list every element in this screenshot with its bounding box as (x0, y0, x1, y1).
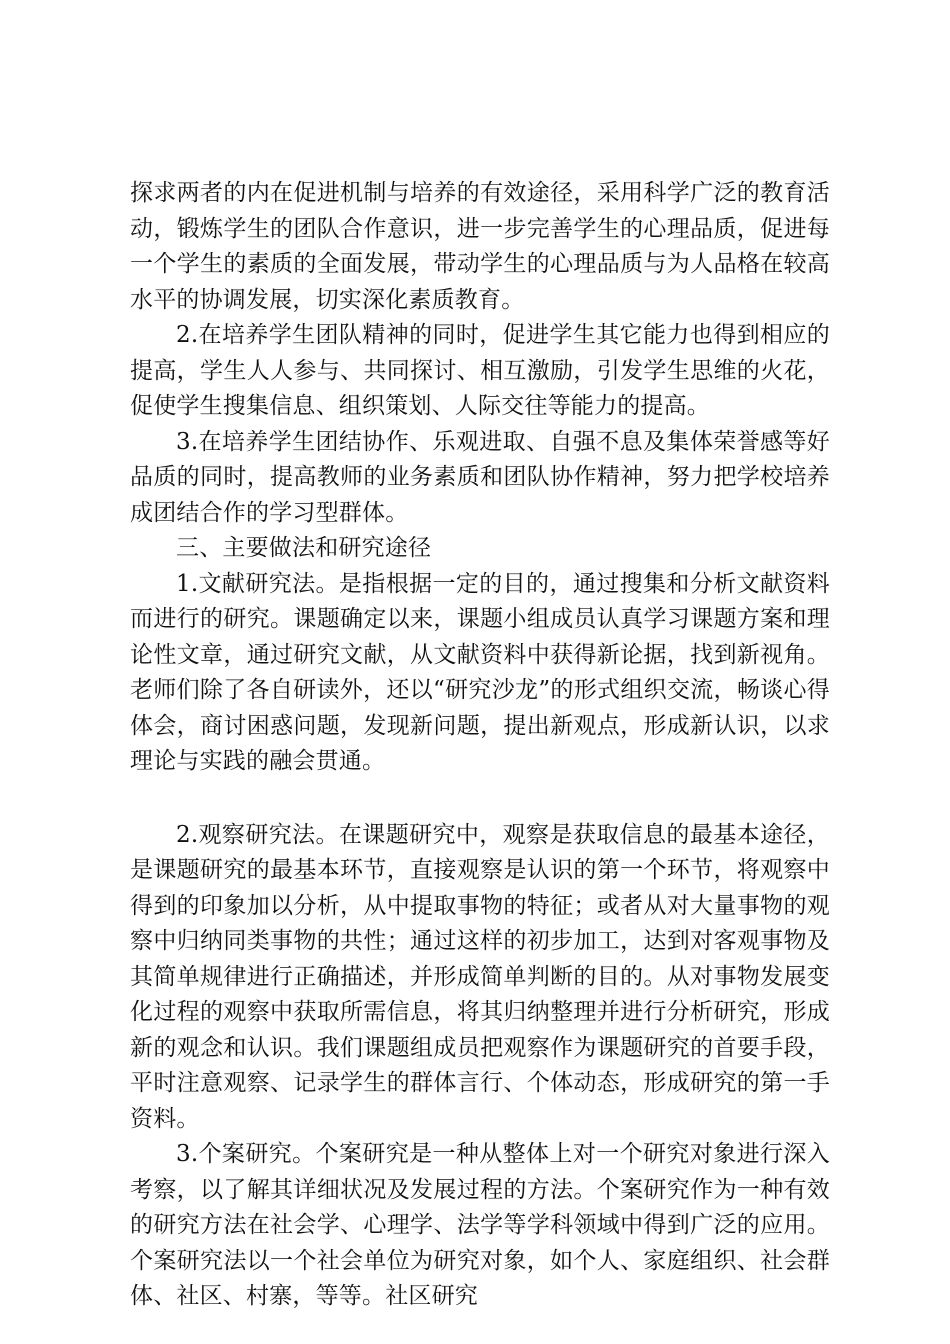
paragraph-literature-method: 1.文献研究法。是指根据一定的目的，通过搜集和分析文献资料而进行的研究。课题确定以来，课题小组成员认真学习课题方案和理论性文章，通过研究文献，从文献资料中获得新论据，找到新视角。老师们除了各自研读外，还以“研究沙龙”的形式组织交流，畅谈心得体会，商讨困惑问题，发现新问题，提出新观点，形成新认识，以求理论与实践的融会贯通。 (130, 570, 830, 774)
paragraph-observation-method: 2.观察研究法。在课题研究中，观察是获取信息的最基本途径，是课题研究的最基本环节，直接观察是认识的第一个环节，将观察中得到的印象加以分析，从中提取事物的特征；或者从对大量事物的观察中归纳同类事物的共性；通过这样的初步加工，达到对客观事物及其简单规律进行正确描述，并形成简单判断的目的。从对事物发展变化过程的观察中获取所需信息，将其归纳整理并进行分析研究，形成新的观念和认识。我们课题组成员把观察作为课题研究的首要手段，平时注意观察、记录学生的群体言行、个体动态，形成研究的第一手资料。 (130, 821, 830, 1132)
paragraph-item-3: 3.在培养学生团结协作、乐观进取、自强不息及集体荣誉感等好品质的同时，提高教师的业务素质和团队协作精神，努力把学校培养成团结合作的学习型群体。 (130, 428, 830, 526)
document-page (130, 176, 830, 1315)
paragraph-spacer (130, 780, 830, 818)
section-heading: 三、主要做法和研究途径 (176, 535, 432, 561)
paragraph-item-2: 2.在培养学生团队精神的同时，促进学生其它能力也得到相应的提高，学生人人参与、共同探讨、相互激励，引发学生思维的火花，促使学生搜集信息、组织策划、人际交往等能力的提高。 (130, 322, 830, 419)
paragraph-continuation: 探求两者的内在促进机制与培养的有效途径，采用科学广泛的教育活动，锻炼学生的团队合作意识，进一步完善学生的心理品质，促进每一个学生的素质的全面发展，带动学生的心理品质与为人品格在较高水平的协调发展，切实深化素质教育。 (130, 180, 830, 313)
paragraph-case-study: 3.个案研究。个案研究是一种从整体上对一个研究对象进行深入考察，以了解其详细状况及发展过程的方法。个案研究作为一种有效的研究方法在社会学、心理学、法学等学科领域中得到广泛的应用。个案研究法以一个社会单位为研究对象，如个人、家庭组织、社会群体、社区、村寨，等等。社区研究 (130, 1141, 830, 1309)
